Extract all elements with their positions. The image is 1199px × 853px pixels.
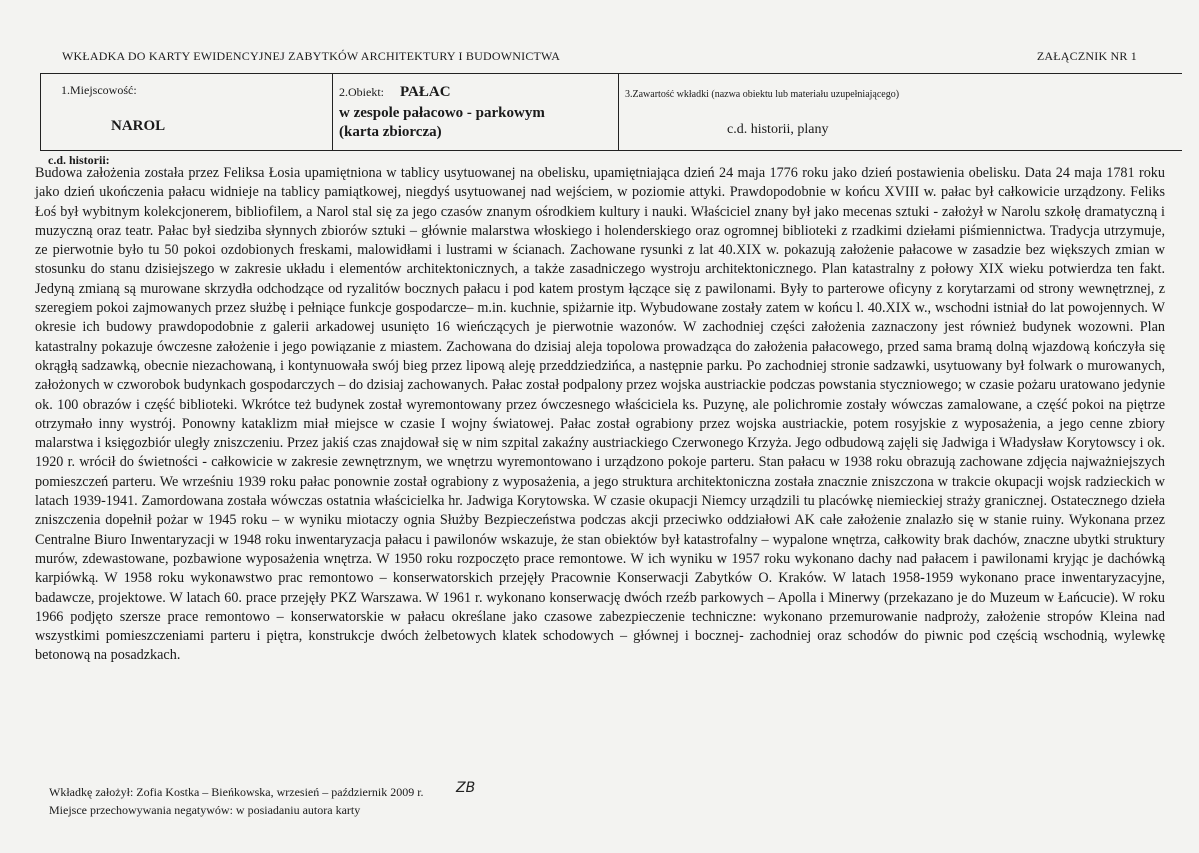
place-label: 1.Miejscowość: <box>61 83 137 97</box>
object-line-3: (karta zbiorcza) <box>339 124 442 140</box>
object-title: PAŁAC <box>400 84 451 100</box>
place-value: NAROL <box>111 118 166 134</box>
object-line-2: w zespole pałacowo - parkowym <box>339 105 545 121</box>
content-label: 3.Zawartość wkładki (nazwa obiektu lub materiału uzupełniającego) <box>625 89 900 100</box>
history-text: Budowa założenia została przez Feliksa Łosia upamiętniona w tablicy usytuowanej na obelisku, upamiętniająca dzień 24 maja 1776 roku jako dzień postawienia obelisku. Data 24 maja 1781 roku jako dzień ukończenia pałacu widnieje na tablicy pamiątkowej, niegdyś usytuowanej nad wejściem, w poziomie attyki. Prawdopodobnie w końcu XVIII w. pałac był całkowicie urządzony. Feliks Łoś był wybitnym kolekcjonerem, bibliofilem, a Narol stal się za jego czasów znanym ośrodkiem kultury i nauki. Właściciel znany był jako mecenas sztuki - założył w Narolu szkołę dramatyczną i muzyczną oraz teatr. Pałac był siedziba słynnych zbiorów sztuki – głównie malarstwa włoskiego i holenderskiego oraz ogromnej biblioteki z rzadkimi dziełami piśmiennictwa. Tradycja utrzymuje, ze pierwotnie było tu 50 pokoi ozdobionych freskami, malowidłami i lustrami w ścianach. Zachowane rysunki z lat 40.XIX w. pokazują założenie pałacowe w zasadzie bez większych zmian w stosunku do stanu dzisiejszego w zakresie układu i elementów architektonicznych, a także zasadniczego wystroju architektonicznego. Plan katastralny z połowy XIX wieku potwierdza ten fakt. Jedyną zmianą są murowane skrzydła odchodzące od ryzalitów bocznych pałacu i pod katem prostym łączące się z pawilonami. Były to parterowe oficyny z korytarzami od strony wewnętrznej, z szeregiem pokoi zajmowanych przez służbę i pełniące funkcje gospodarcze– m.in. kuchnie, spiżarnie itp. Wybudowane zostały zatem w końcu l. 40.XIX w., wschodni istniał do lat powojennych. W okresie ich budowy prawdopodobnie z galerii arkadowej usunięto 16 wieńczących je pierwotnie wazonów. W zachodniej części założenia zaznaczony jest również budynek wozowni. Plan katastralny pokazuje ówczesne założenie i jego powiązanie z miastem. Zachowana do dzisiaj aleja topolowa prowadząca do założenia pałacowego, przed sama bramą dolną wjazdową kończyła się okrągłą sadzawką, obecnie niezachowaną, i kontynuowała swój bieg przez lipową aleję przeddziedzińca, a następnie parku. Po zachodniej stronie sadzawki, usytuowany był folwark o murowanych, założonych w czworobok budynkach gospodarczych – do dzisiaj zachowanych. Pałac został podpalony przez wojska austriackie podczas powstania styczniowego; w czasie pożaru uratowano jedynie ok. 100 obrazów i część biblioteki. Wkrótce też budynek został wyremontowany przez ówczesnego właściciela ks. Puzynę, ale polichromie zostały wówczas zamalowane, a część pokoi na piętrze otrzymało inny wystrój. Ponowny kataklizm miał miejsce w czasie I wojny światowej. Pałac został ograbiony przez wojska austriackie, potem rosyjskie z wyposażenia, a jego cenne zbiory malarstwa i księgozbiór uległy zniszczeniu. Przez jakiś czas znajdował się w nim szpital zakaźny austriackiego Czerwonego Krzyża. Jego odbudową zajęli się Jadwiga i Władysław Korytowscy i ok. 1920 r. wrócił do świetności - całkowicie w zakresie zewnętrznym, we wnętrzu wyremontowano i urządzono pokoje parteru. Stan pałacu w 1938 roku obrazują zachowane zdjęcia najważniejszych pomieszczeń parteru. We wrześniu 1939 roku pałac ponownie został ograbiony z wyposażenia, a jego struktura architektoniczna została znacznie zniszczona w trakcie okupacji wojsk radzieckich w latach 1939-1941. Zamordowana została wówczas ostatnia właścicielka hr. Jadwiga Korytowska. W czasie okupacji Niemcy urządzili tu placówkę niemieckiej straży granicznej. Ostatecznego dzieła zniszczenia dopełnił pożar w 1945 roku – w wyniku miotaczy ognia Służby Bezpieczeństwa podczas akcji przeciwko oddziałowi AK całe założenie znalazło się w stanie ruiny. Wykonana przez Centralne Biuro Inwentaryzacji w 1948 roku inwentaryzacja pałacu i pawilonów wskazuje, że stan obiektów był katastrofalny – wypalone wnętrza, całkowity brak dachów, znaczne ubytki struktury murów, zdewastowane, pozbawione wyposażenia wnętrza. W 1950 roku rozpoczęto prace remontowe. W ich wyniku w 1957 roku wykonano dachy nad pałacem i pawilonami kryjąc je dachówką karpiówką. W 1958 roku wykonawstwo prac remontowo – konserwatorskich przejęły Pracownie Konserwacji Zabytków O. Kraków. W latach 1958-1959 wykonano prace inwentaryzacyjne, badawcze, projektowe. W latach 60. prace przejęły PKZ Warszawa. W 1961 r. wykonano konserwację dwóch rzeźb parkowych – Apolla i Minerwy (przekazano je do Muzeum w Łańcucie). W roku 1966 podjęto szersze prace remontowo – konserwatorskie w pałacu określane jako czasowe zabezpieczenie techniczne: wykonano przemurowanie nadproży, założenie stropów Kleina nad wszystkimi pomieszczeniami parteru i piętra, konstrukcje dwóch żelbetowych klatek schodowych – głównej i bocznej- zachodniej oraz schodów do piwnic pod częścią wschodnią, wylewkę betonową na posadzkach. <box>35 165 1165 664</box>
document-footer <box>49 783 424 819</box>
annex-number: ZAŁĄCZNIK NR 1 <box>1036 49 1137 63</box>
content-value: c.d. historii, plany <box>727 122 829 137</box>
place-cell <box>41 74 333 150</box>
document-header-title: WKŁADKA DO KARTY EWIDENCYJNEJ ZABYTKÓW ARCHITEKTURY I BUDOWNICTWA <box>62 49 561 63</box>
section-heading: c.d. historii: <box>48 153 110 167</box>
author-line: Wkładkę założył: Zofia Kostka – Bieńkowska, wrzesień – październik 2009 r. <box>49 785 424 799</box>
object-line-1 <box>339 83 451 101</box>
object-cell <box>333 74 619 150</box>
negatives-location-line: Miejsce przechowywania negatywów: w posiadaniu autora karty <box>49 803 361 817</box>
section-divider <box>40 150 1182 151</box>
object-label: 2.Obiekt: <box>339 85 384 99</box>
header-fields-table <box>40 73 1182 150</box>
handwritten-initials: ZB <box>456 780 476 796</box>
content-cell <box>619 74 1182 150</box>
